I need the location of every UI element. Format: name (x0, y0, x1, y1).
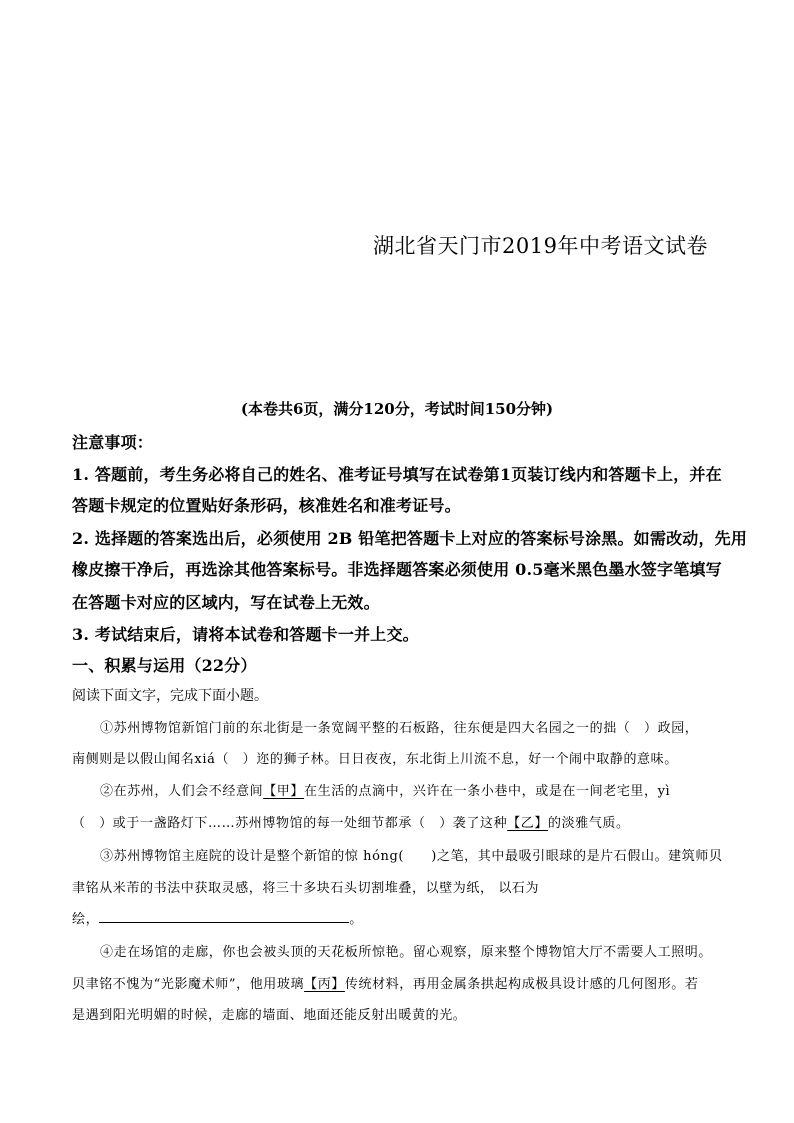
passage-4-text: 传统材料，再用金属条拱起构成极具设计感的几何图形。若 (344, 977, 699, 992)
passage-4-line-2 (72, 973, 699, 992)
answer-blank-line[interactable] (99, 908, 349, 923)
passage-4-line-1: ④走在场馆的走廊，你也会被头顶的天花板所惊艳。留心观察，原来整个博物馆大厅不需要人工照明。 (100, 945, 713, 960)
passage-1-line-1: ①苏州博物馆新馆门前的东北街是一条宽阔平整的石板路，往东便是四大名园之一的拙（ ）政园， (100, 721, 699, 736)
passage-1-line-2: 南侧则是以假山闻名xiá（ ）迩的狮子林。日日夜夜，东北街上川流不息，好一个闹中取静的意味。 (72, 752, 678, 767)
passage-3-text: 。 (349, 912, 363, 927)
notice-item-2-line-1: 2. 选择题的答案选出后，必须使用 2B 铅笔把答题卡上对应的答案标号涂黑。如需改动，先用 (72, 529, 748, 548)
passage-3-line-1: ③苏州博物馆主庭院的设计是整个新馆的惊 hóng( )之笔，其中最吸引眼球的是片石假山。建筑师贝 (100, 849, 723, 864)
passage-2-text: 在生活的点滴中，兴许在一条小巷中，或是在一间老宅里，yì (304, 784, 671, 799)
exam-title: 湖北省天门市2019年中考语文试卷 (373, 234, 708, 258)
passage-2-text: 的淡雅气质。 (548, 816, 630, 831)
notice-item-2-line-2: 橡皮擦干净后，再选涂其他答案标号。非选择题答案必须使用 0.5毫米黑色墨水签字笔填写 (72, 560, 722, 579)
notice-heading: 注意事项： (72, 433, 154, 452)
passage-3-text: 绘， (72, 912, 100, 927)
passage-2-line-2 (72, 812, 630, 831)
blank-yi: 【乙】 (507, 816, 549, 831)
notice-item-1-line-1: 1. 答题前，考生务必将自己的姓名、准考证号填写在试卷第1页装订线内和答题卡上，并在 (72, 465, 722, 484)
passage-3-line-2: 聿铭从米芾的书法中获取灵感，将三十多块石头切割堆叠，以壁为纸， 以石为 (72, 881, 540, 896)
passage-4-text: 贝聿铭不愧为“光影魔术师”，他用玻璃 (72, 977, 305, 992)
notice-item-1-line-2: 答题卡规定的位置贴好条形码，核准姓名和准考证号。 (72, 496, 461, 515)
notice-item-2-line-3: 在答题卡对应的区域内，写在试卷上无效。 (72, 593, 380, 612)
passage-3-line-3 (72, 908, 363, 927)
passage-2-text: （ ）或于一盏路灯下……苏州博物馆的每一处细节都承（ ）袭了这种 (72, 816, 508, 831)
passage-2-line-1 (100, 780, 670, 799)
section-1-heading: 一、积累与运用（22分） (72, 656, 257, 675)
passage-2-text: ②在苏州，人们会不经意间 (100, 784, 264, 799)
blank-jia: 【甲】 (263, 784, 305, 799)
passage-4-line-3: 是遇到阳光明媚的时候，走廊的墙面、地面还能反射出暖黄的光。 (72, 1008, 467, 1023)
blank-bing: 【丙】 (304, 977, 345, 992)
reading-instruction: 阅读下面文字，完成下面小题。 (72, 688, 268, 704)
notice-item-3: 3. 考试结束后，请将本试卷和答题卡一并上交。 (72, 625, 419, 644)
exam-subtitle: (本卷共6页，满分120分，考试时间150分钟) (240, 400, 554, 418)
